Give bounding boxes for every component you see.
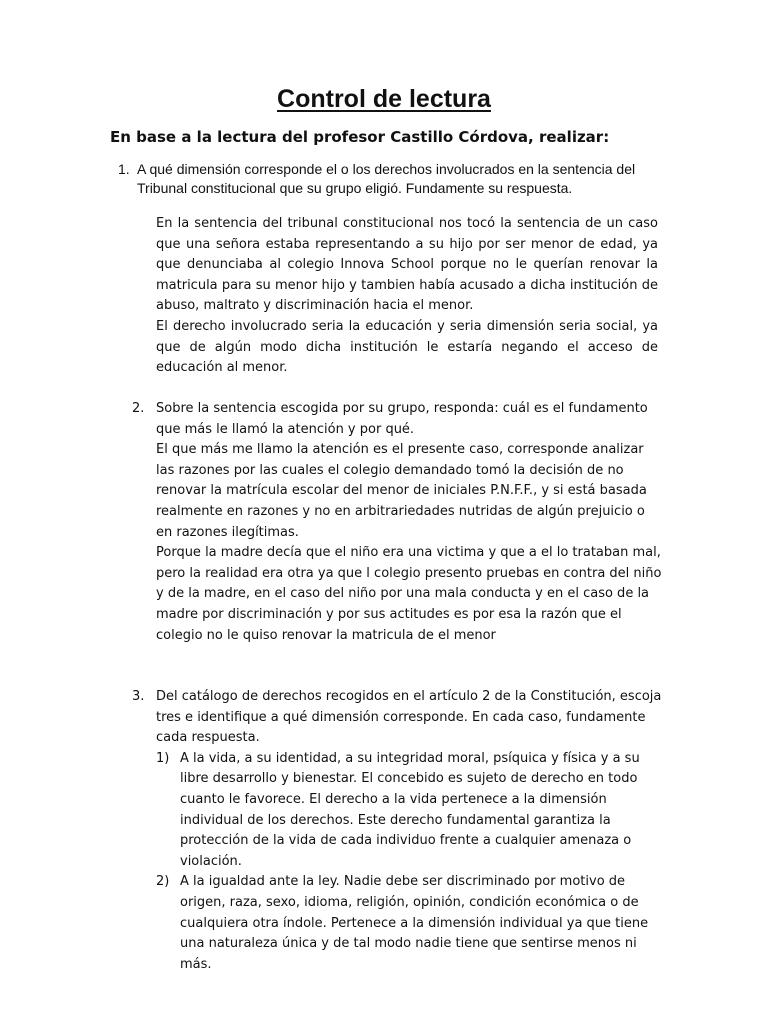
list-item-text: A la igualdad ante la ley. Nadie debe ser discriminado por motivo de origen, raza, sexo, idioma, religión, opinión, condición económica o de cualquiera otra índole. Pertenece a la dimensión individual ya que tiene una naturaleza única y de tal modo nadie tiene que sentirse menos ni más. [180, 874, 649, 972]
instructions-heading: En base a la lectura del profesor Castillo Córdova, realizar: [110, 128, 610, 146]
list-item [156, 872, 662, 975]
list-item-number: 1) [156, 750, 170, 766]
question-3 [132, 687, 662, 975]
answer-paragraph: El que más me llamo la atención es el presente caso, corresponde analizar las razones por las cuales el colegio demandado tomó la decisión de no renovar la matrícula escolar del menor de iniciales P.N.F.F., y si está basada realmente en razones y no en arbitrariedades nutridas de algún prejuicio o en razones ilegítimas. [156, 442, 647, 540]
answer-paragraph: En la sentencia del tribunal constitucional nos tocó la sentencia de un caso que una señora estaba representando a su hijo por ser menor de edad, ya que denunciaba al colegio Innova School porque no le querían renovar la matricula para su menor hijo y tambien había acusado a dicha institución de abuso, maltrato y discriminación hacia el menor. [156, 216, 658, 314]
question-number: 1. [118, 161, 130, 177]
question-1 [118, 160, 658, 198]
page-title: Control de lectura [277, 85, 491, 113]
question-2 [132, 399, 662, 646]
list-item-text: A la vida, a su identidad, a su integridad moral, psíquica y física y a su libre desarrollo y bienestar. El concebido es sujeto de derecho en todo cuanto le favorece. El derecho a la vida pertenece a la dimensión individual de los derechos. Este derecho fundamental garantiza la protección de la vida de cada individuo frente a cualquier amenaza o violación. [180, 750, 640, 869]
answer-1 [156, 214, 658, 379]
list-item-number: 2) [156, 874, 170, 890]
question-text: A qué dimensión corresponde el o los derechos involucrados en la sentencia del Tribunal constitucional que su grupo eligió. Fundamente su respuesta. [137, 161, 636, 196]
answer-paragraph: Porque la madre decía que el niño era una victima y que a el lo trataban mal, pero la realidad era otra ya que l colegio presento pruebas en contra del niño y de la madre, en el caso del niño por una mala conducta y en el caso de la madre por discriminación y por sus actitudes es por esa la razón que el colegio no le quiso renovar la matricula de el menor [156, 545, 662, 643]
question-text: Sobre la sentencia escogida por su grupo, responda: cuál es el fundamento que más le llamó la atención y por qué. [156, 401, 648, 437]
question-number: 2. [132, 401, 145, 416]
list-item [156, 749, 662, 873]
question-number: 3. [132, 689, 145, 704]
answer-paragraph: El derecho involucrado seria la educación y seria dimensión seria social, ya que de algún modo dicha institución le estaría negando el acceso de educación al menor. [156, 318, 658, 376]
question-text: Del catálogo de derechos recogidos en el artículo 2 de la Constitución, escoja tres e identifique a qué dimensión corresponde. En cada caso, fundamente cada respuesta. [156, 689, 662, 746]
